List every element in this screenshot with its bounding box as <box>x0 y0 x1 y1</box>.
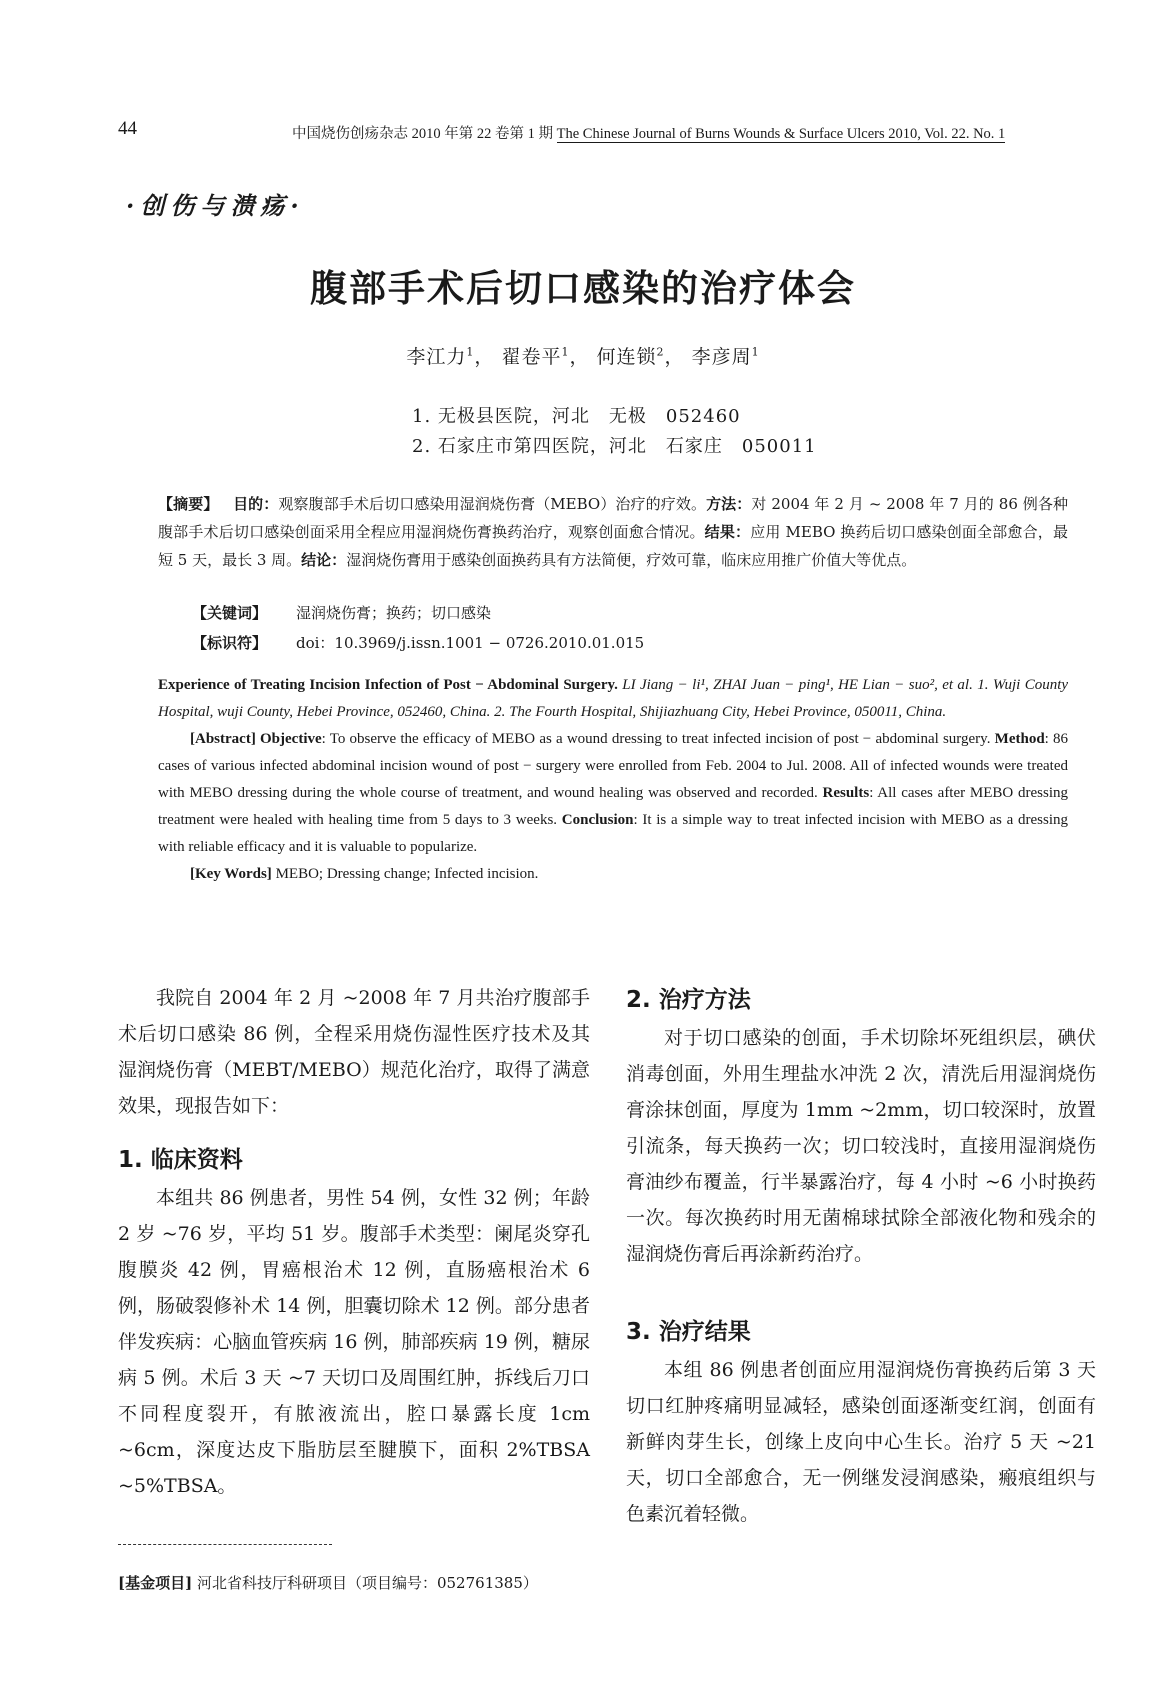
cn-keywords <box>192 602 491 623</box>
section-3-paragraph: 本组 86 例患者创面应用湿润烧伤膏换药后第 3 天切口红肿疼痛明显减轻，感染创面逐渐变红润，创面有新鲜肉芽生长，创缘上皮向中心生长。治疗 5 天 ~21 天，切口全部愈合，无一例继发浸润感染，瘢痕组织与色素沉着轻微。 <box>626 1359 1096 1525</box>
footnote-label: [基金项目] <box>118 1574 193 1592</box>
intro-paragraph: 我院自 2004 年 2 月 ~2008 年 7 月共治疗腹部手术后切口感染 86 例，全程采用烧伤湿性医疗技术及其湿润烧伤膏（MEBT/MEBO）规范化治疗，取得了满意效果，现报告如下： <box>118 987 590 1117</box>
author-sup: 1 <box>751 345 760 359</box>
en-conclusion-label: Conclusion <box>561 812 634 828</box>
en-results: : All cases after MEBO dressing treatment were healed with healing time from 5 days to 3 weeks. <box>158 785 1069 828</box>
section-1-heading: 1. 临床资料 <box>118 1147 243 1173</box>
author-name: 何连锁 <box>596 346 657 368</box>
cn-identifier-label: 【标识符】 <box>192 634 268 652</box>
article-title: 腹部手术后切口感染的治疗体会 <box>310 267 856 310</box>
en-authors: LI Jiang − li¹, ZHAI Juan − ping¹, HE Lian − suo², et al. <box>622 677 973 693</box>
cn-result-label: 结果： <box>704 523 751 541</box>
body-right-column <box>626 980 1096 1532</box>
section-3-heading: 3. 治疗结果 <box>626 1319 751 1345</box>
cn-objective-label: 目的： <box>233 495 279 513</box>
body-left-column <box>118 980 590 1504</box>
cn-result: 应用 MEBO 换药后切口感染创面全部愈合，最短 5 天，最长 3 周。 <box>158 523 1068 569</box>
en-abstract-body <box>158 726 1068 861</box>
affiliation-1: 1. 无极县医院，河北 无极 052460 <box>412 406 741 427</box>
en-conclusion: : It is a simple way to treat infected incision with MEBO as a dressing with reliable efficacy and it is valuable to popularize. <box>158 812 1068 855</box>
cn-abstract-label: 【摘要】 <box>158 495 219 513</box>
cn-identifier <box>192 632 644 653</box>
section-tag: ·创伤与溃疡· <box>126 191 305 220</box>
author-sup: 2 <box>656 345 665 359</box>
en-keywords-text: MEBO; Dressing change; Infected incision. <box>271 866 539 882</box>
cn-abstract <box>158 490 1068 574</box>
en-objective-label: Objective <box>260 731 322 747</box>
running-head-en: The Chinese Journal of Burns Wounds & Surface Ulcers 2010, Vol. 22. No. 1 <box>556 126 1006 142</box>
doi-text: doi：10.3969/j.issn.1001 − 0726.2010.01.015 <box>296 634 645 652</box>
running-head <box>292 122 1068 143</box>
section-2-heading: 2. 治疗方法 <box>626 987 751 1013</box>
cn-method: 对 2004 年 2 月 ~ 2008 年 7 月的 86 例各种腹部手术后切口感染创面采用全程应用湿润烧伤膏换药治疗，观察创面愈合情况。 <box>158 495 1068 541</box>
cn-conclusion: 湿润烧伤膏用于感染创面换药具有方法简便，疗效可靠，临床应用推广价值大等优点。 <box>346 551 917 569</box>
author-sup: 1 <box>466 345 475 359</box>
affiliation-2: 2. 石家庄市第四医院，河北 石家庄 050011 <box>412 436 817 457</box>
running-head-cn: 中国烧伤创疡杂志 2010 年第 22 卷第 1 期 <box>292 126 553 142</box>
en-method-label: Method <box>994 731 1045 747</box>
author-list: 李江力$^1$， 翟卷平$^1$， 何连锁$^2$， 李彦周$^1$ <box>406 345 760 368</box>
en-method: : 86 cases of various infected abdominal incision wound of post − surgery were enrolled from Feb. 2004 to Jul. 2008. All of infected wounds were treated with MEBO dressing during the whole course of treatment, and wound healing was observed and recorded. <box>158 731 1069 801</box>
section-1-paragraph: 本组共 86 例患者，男性 54 例，女性 32 例；年龄 2 岁 ~76 岁，平均 51 岁。腹部手术类型：阑尾炎穿孔腹膜炎 42 例，胃癌根治术 12 例，直肠癌根治术 6 例，肠破裂修补术 14 例，胆囊切除术 12 例。部分患者伴发疾病：心脑血管疾病 16 例，肺部疾病 19 例，糖尿病 5 例。术后 3 天 ~7 天切口及周围红肿，拆线后刀口不同程度裂开，有脓液流出，腔口暴露长度 1cm ~6cm，深度达皮下脂肪层至腱膜下，面积 2%TBSA ~5%TBSA。 <box>118 1187 590 1497</box>
en-title: Experience of Treating Incision Infection of Post − Abdominal Surgery. <box>158 677 618 693</box>
en-keywords <box>158 861 1068 888</box>
author-name: 李江力 <box>406 346 467 368</box>
en-abstract <box>158 672 1068 888</box>
cn-conclusion-label: 结论： <box>301 551 347 569</box>
section-2-paragraph: 对于切口感染的创面，手术切除坏死组织层，碘伏消毒创面，外用生理盐水冲洗 2 次，清洗后用湿润烧伤膏涂抹创面，厚度为 1mm ~2mm，切口较深时，放置引流条，每天换药一次；切口较浅时，直接用湿润烧伤膏油纱布覆盖，行半暴露治疗，每 4 小时 ~6 小时换药一次。每次换药时用无菌棉球拭除全部液化物和残余的湿润烧伤膏后再涂新药治疗。 <box>626 1027 1096 1265</box>
page-number: 44 <box>118 118 137 139</box>
footnote <box>118 1572 538 1593</box>
en-affiliation: 1. Wuji County Hospital, wuji County, Hebei Province, 052460, China. 2. The Fourth Hospital, Shijiazhuang City, Hebei Province, 050011, China. <box>158 677 1069 720</box>
author-name: 李彦周 <box>691 346 752 368</box>
footnote-text: 河北省科技厅科研项目（项目编号：052761385） <box>192 1574 538 1592</box>
en-title-block <box>158 672 1068 726</box>
cn-method-label: 方法： <box>706 495 752 513</box>
en-objective: : To observe the efficacy of MEBO as a wound dressing to treat infected incision of post − abdominal surgery. <box>321 731 991 747</box>
cn-objective: 观察腹部手术后切口感染用湿润烧伤膏（MEBO）治疗的疗效。 <box>278 495 707 513</box>
author-sup: 1 <box>561 345 570 359</box>
en-keywords-label: [Key Words] <box>190 866 272 882</box>
en-results-label: Results <box>822 785 870 801</box>
cn-keywords-label: 【关键词】 <box>192 604 268 622</box>
cn-keywords-text: 湿润烧伤膏；换药；切口感染 <box>296 604 492 622</box>
en-abstract-label: [Abstract] <box>190 731 256 747</box>
footnote-rule <box>118 1544 332 1545</box>
author-name: 翟卷平 <box>501 346 562 368</box>
